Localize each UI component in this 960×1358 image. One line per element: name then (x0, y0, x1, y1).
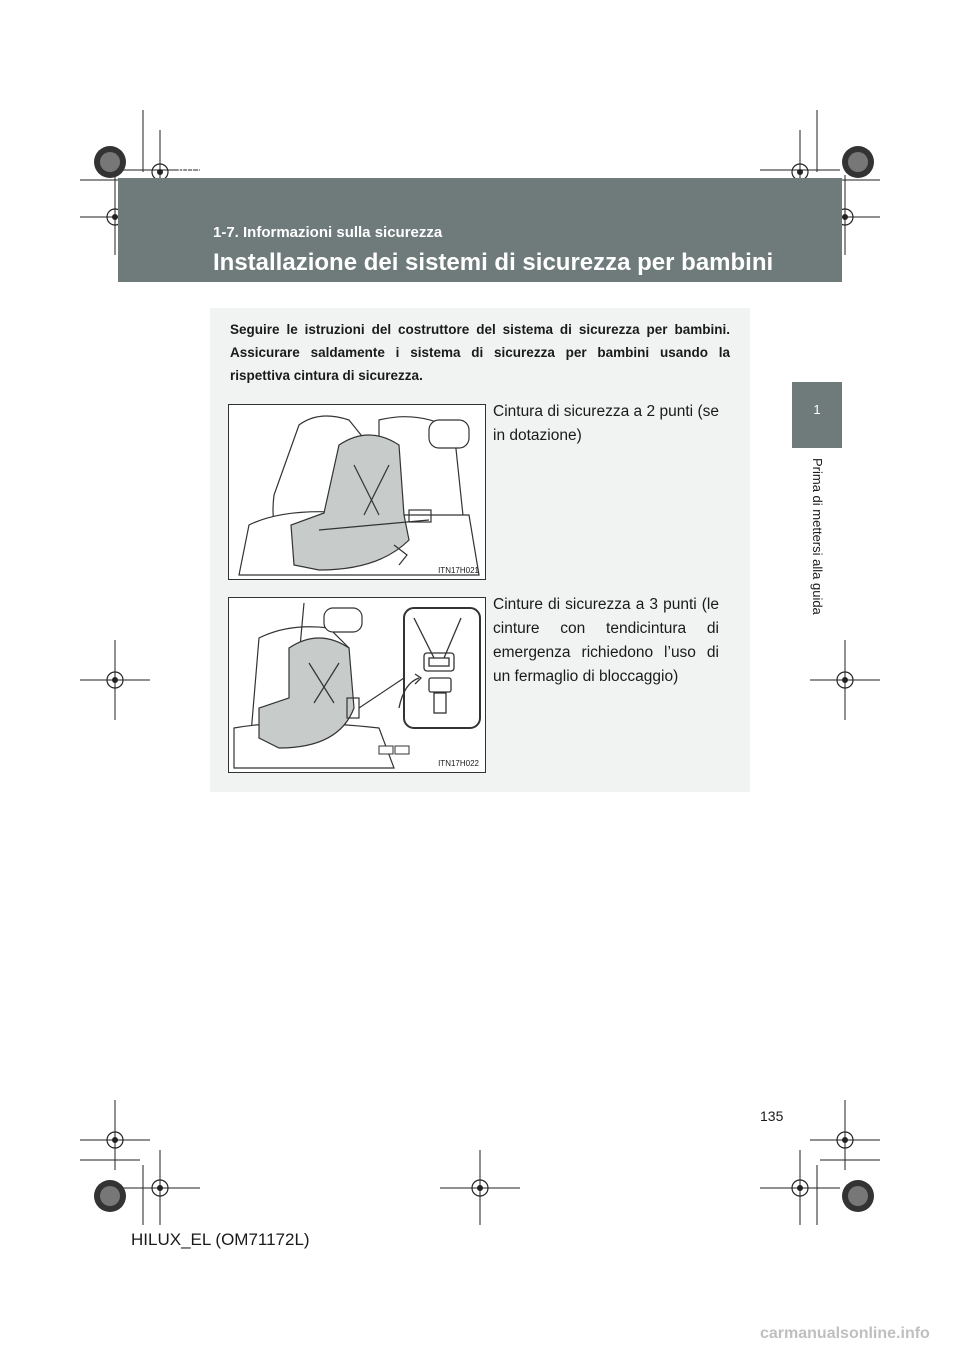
page-number: 135 (760, 1108, 784, 1124)
child-seat-2pt-illustration (229, 405, 485, 579)
section-label: 1-7. Informazioni sulla sicurezza (213, 224, 443, 241)
watermark: carmanualsonline.info (760, 1325, 930, 1342)
manual-code: HILUX_EL (OM71172L) (131, 1230, 310, 1249)
caption-2-point-belt: Cintura di sicurezza a 2 punti (se in dotazione) (493, 403, 719, 444)
chapter-label: Prima di mettersi alla guida (810, 458, 825, 615)
chapter-number: 1 (813, 402, 821, 417)
caption-3-point-belt: Cinture di sicurezza a 3 punti (le cinture con tendicintura di emergenza richiedono l’uso di un fermaglio di bloccaggio) (493, 596, 719, 685)
intro-paragraph: Seguire le istruzioni del costruttore del sistema di sicurezza per bambini. Assicurare saldamente i sistema di sicurezza per bambini usando la rispettiva cintura di sicurezza. (230, 322, 730, 383)
figure-3-point-belt (228, 597, 486, 773)
book-stamp: HILUX_EL.book Page 135 Wednesday, March 23, 2011 3:30 PM (178, 168, 543, 179)
child-seat-3pt-illustration (229, 598, 485, 772)
figure-code: ITN17H021 (438, 566, 479, 575)
figure-2-point-belt (228, 404, 486, 580)
page-title: Installazione dei sistemi di sicurezza per bambini (213, 249, 774, 276)
figure-code: ITN17H022 (438, 759, 479, 768)
